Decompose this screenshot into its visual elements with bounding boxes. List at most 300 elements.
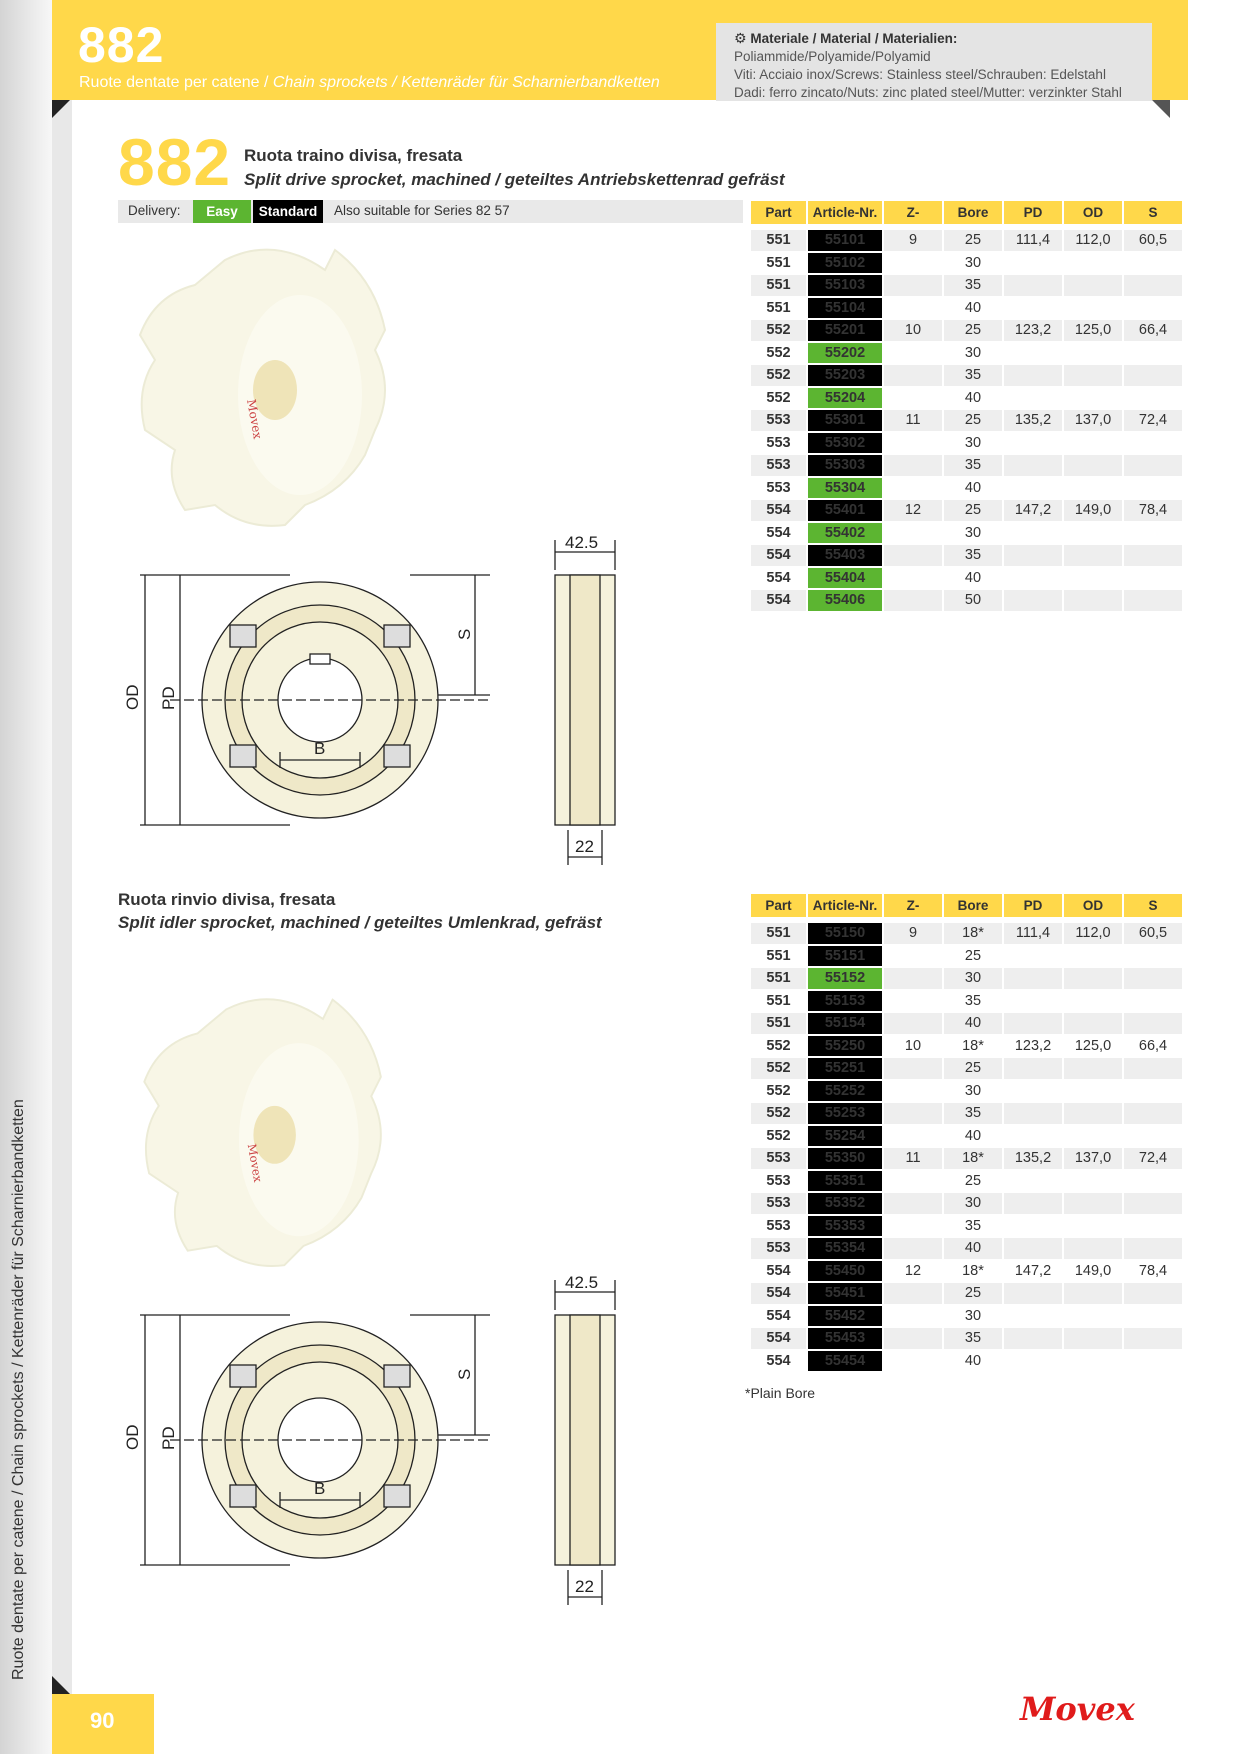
part-cell: 551 (766, 992, 791, 1009)
od-label: OD (123, 1424, 142, 1450)
bore-cell: 30 (944, 968, 1002, 989)
teeth-cell (884, 388, 942, 409)
column-header: Part (751, 894, 806, 917)
pd-cell (1004, 365, 1062, 386)
s-cell (1124, 1351, 1182, 1372)
table-row (751, 433, 1182, 454)
article-number-cell: 55152 (808, 968, 882, 989)
part-cell: 553 (766, 1172, 791, 1189)
article-number-cell: 55252 (808, 1081, 882, 1102)
table-row (751, 1238, 1182, 1259)
bore-cell: 40 (964, 299, 982, 316)
od-cell (1064, 1171, 1122, 1192)
od-cell (1064, 1126, 1122, 1147)
pd-cell (1004, 1013, 1062, 1034)
article-number-cell: 55154 (808, 1013, 882, 1034)
article-number-cell: 55202 (808, 343, 882, 364)
pd-cell (1004, 968, 1062, 989)
section1-title-it: Ruota traino divisa, fresata (244, 146, 463, 165)
pd-cell (1004, 298, 1062, 319)
article-number-cell: 55404 (808, 568, 882, 589)
od-label: OD (123, 684, 142, 710)
article-number-cell: 55253 (808, 1103, 882, 1124)
bore-cell: 35 (944, 275, 1002, 296)
column-header: OD (1064, 894, 1122, 917)
od-cell (1064, 590, 1122, 611)
od-cell: 137,0 (1064, 1148, 1122, 1169)
pd-cell (1004, 590, 1062, 611)
teeth-cell: 11 (884, 1148, 942, 1169)
corner-mark-right (1152, 100, 1170, 118)
s-cell (1124, 1103, 1182, 1124)
teeth-cell: 9 (884, 230, 942, 251)
s-cell (1124, 523, 1182, 544)
s-cell (1124, 1013, 1182, 1034)
part-cell: 553 (766, 1217, 791, 1234)
materials-title (734, 29, 1152, 48)
article-number-cell: 55201 (808, 320, 882, 341)
article-number-cell: 55102 (808, 253, 882, 274)
part-cell: 553 (751, 1193, 806, 1214)
part-cell: 554 (766, 1307, 791, 1324)
pd-cell (1004, 253, 1062, 274)
od-cell (1064, 298, 1122, 319)
teeth-cell (884, 1328, 942, 1349)
bore-cell: 30 (964, 1307, 982, 1324)
pd-label: PD (159, 686, 178, 710)
article-number-cell: 55304 (808, 478, 882, 499)
od-cell (1064, 1238, 1122, 1259)
pd-cell: 147,2 (1014, 1262, 1052, 1279)
article-number-cell: 55104 (808, 298, 882, 319)
column-header: OD (1064, 201, 1122, 224)
materials-line-3: Dadi: ferro zincato/Nuts: zinc plated steel/Mutter: verzinkter Stahl (734, 85, 1122, 100)
part-cell: 553 (766, 434, 791, 451)
part-cell: 553 (751, 455, 806, 476)
drive-sprocket-photo (135, 240, 395, 530)
svg-text:Movex: Movex (244, 398, 265, 441)
part-cell: 554 (751, 590, 806, 611)
part-cell: 551 (766, 299, 791, 316)
s-cell (1124, 1171, 1182, 1192)
s-cell (1124, 1283, 1182, 1304)
bore-cell: 18* (944, 1148, 1002, 1169)
s-cell (1124, 388, 1182, 409)
teeth-cell (884, 1171, 942, 1192)
pd-cell: 123,2 (1014, 1037, 1052, 1054)
teeth-cell (884, 455, 942, 476)
s-cell (1124, 1328, 1182, 1349)
bore-cell: 35 (944, 1103, 1002, 1124)
section2-title-it: Ruota rinvio divisa, fresata (118, 890, 336, 909)
teeth-cell (884, 968, 942, 989)
s-label: S (455, 1368, 474, 1380)
table-row (751, 1148, 1182, 1169)
s-cell: 72,4 (1124, 1148, 1182, 1169)
hub-dimension: 22 (575, 837, 594, 856)
teeth-cell (884, 568, 942, 589)
also-suitable-note: Also suitable for Series 82 57 (334, 203, 510, 218)
side-running-title: Ruote dentate per catene / Chain sprockets / Kettenräder für Scharnierbandketten (10, 1099, 27, 1680)
pd-cell: 111,4 (1004, 230, 1062, 251)
pd-cell (1004, 343, 1062, 364)
table-row (751, 523, 1182, 544)
teeth-cell (884, 991, 942, 1012)
teeth-cell (884, 1013, 942, 1034)
column-header: Z- (884, 201, 942, 224)
materials-line-1: Poliammide/Polyamide/Polyamid (734, 49, 931, 64)
od-cell: 125,0 (1064, 320, 1122, 341)
part-cell: 552 (751, 1058, 806, 1079)
part-cell: 553 (751, 410, 806, 431)
pd-cell (1004, 991, 1062, 1012)
s-cell (1124, 365, 1182, 386)
bore-cell: 25 (944, 410, 1002, 431)
bore-cell: 25 (944, 500, 1002, 521)
teeth-cell (884, 1351, 942, 1372)
table-row (751, 320, 1182, 341)
s-cell: 66,4 (1138, 1037, 1168, 1054)
bore-cell: 35 (964, 992, 982, 1009)
pd-cell (1004, 1058, 1062, 1079)
hub-dimension: 22 (575, 1577, 594, 1596)
bore-cell: 40 (964, 1127, 982, 1144)
article-number-cell: 55453 (808, 1328, 882, 1349)
article-number-cell: 55454 (808, 1351, 882, 1372)
s-cell (1124, 968, 1182, 989)
table-row (751, 1261, 1182, 1282)
part-cell: 554 (751, 500, 806, 521)
bore-cell: 18* (962, 1037, 984, 1054)
bore-cell: 40 (964, 569, 982, 586)
part-cell: 554 (751, 545, 806, 566)
bore-cell: 40 (944, 1013, 1002, 1034)
pd-cell (1004, 478, 1062, 499)
part-cell: 553 (751, 1238, 806, 1259)
part-cell: 552 (766, 1082, 791, 1099)
page-number: 90 (90, 1708, 115, 1733)
b-label: B (314, 739, 326, 758)
part-cell: 552 (766, 1127, 791, 1144)
bore-cell: 35 (944, 1328, 1002, 1349)
table-row (751, 1306, 1182, 1327)
corner-mark-bottom (52, 1676, 70, 1694)
part-cell: 554 (766, 1352, 791, 1369)
bore-cell: 30 (964, 344, 982, 361)
part-cell: 553 (751, 1148, 806, 1169)
pd-label: PD (159, 1426, 178, 1450)
part-cell: 552 (766, 344, 791, 361)
od-cell (1064, 253, 1122, 274)
pd-cell: 111,4 (1004, 923, 1062, 944)
od-cell (1064, 1058, 1122, 1079)
s-cell (1124, 478, 1182, 499)
od-cell: 149,0 (1074, 1262, 1112, 1279)
article-number-cell: 55301 (808, 410, 882, 431)
column-header: PD (1004, 201, 1062, 224)
pd-cell (1004, 455, 1062, 476)
od-cell (1064, 1328, 1122, 1349)
materials-box (716, 23, 1152, 101)
teeth-cell (884, 343, 942, 364)
article-number-cell: 55354 (808, 1238, 882, 1259)
bore-cell: 25 (944, 1058, 1002, 1079)
pd-cell (1004, 1216, 1062, 1237)
teeth-cell: 9 (884, 923, 942, 944)
bore-cell: 35 (944, 545, 1002, 566)
s-cell (1124, 991, 1182, 1012)
s-cell (1124, 568, 1182, 589)
table-row (751, 1036, 1182, 1057)
subtitle-de: Kettenräder für Scharnierbandketten (400, 74, 660, 91)
article-number-cell: 55352 (808, 1193, 882, 1214)
pd-cell (1004, 1238, 1062, 1259)
teeth-cell: 11 (884, 410, 942, 431)
plain-bore-footnote: *Plain Bore (745, 1385, 816, 1401)
part-cell: 551 (766, 947, 791, 964)
part-cell: 552 (751, 365, 806, 386)
table-row (751, 1081, 1182, 1102)
od-cell: 112,0 (1064, 230, 1122, 251)
delivery-bar (118, 200, 743, 223)
article-number-cell: 55103 (808, 275, 882, 296)
s-cell (1124, 275, 1182, 296)
table-row (751, 923, 1182, 944)
od-cell (1064, 1283, 1122, 1304)
part-cell: 554 (751, 1283, 806, 1304)
od-cell (1064, 946, 1122, 967)
teeth-cell (884, 545, 942, 566)
s-cell (1124, 545, 1182, 566)
table-row (751, 410, 1182, 431)
article-number-cell: 55350 (808, 1148, 882, 1169)
column-header: S (1124, 201, 1182, 224)
table-row (751, 500, 1182, 521)
table-row (751, 275, 1182, 296)
table-row (751, 1351, 1182, 1372)
pd-cell (1004, 388, 1062, 409)
teeth-cell (884, 1126, 942, 1147)
pd-cell (1004, 1193, 1062, 1214)
article-number-cell: 55450 (808, 1261, 882, 1282)
od-cell (1064, 455, 1122, 476)
column-header: Part (751, 201, 806, 224)
bore-cell: 25 (944, 230, 1002, 251)
part-cell: 551 (751, 923, 806, 944)
table-row (751, 991, 1182, 1012)
part-cell: 554 (766, 569, 791, 586)
bore-cell: 35 (944, 365, 1002, 386)
pd-cell (1004, 1126, 1062, 1147)
pd-cell: 147,2 (1004, 500, 1062, 521)
od-cell (1064, 1103, 1122, 1124)
materials-icon: ⚙ (734, 30, 747, 46)
table-row (751, 1058, 1182, 1079)
pd-cell (1004, 568, 1062, 589)
idler-sprocket-photo (135, 990, 395, 1270)
pd-cell (1004, 1171, 1062, 1192)
article-number-cell: 55150 (808, 923, 882, 944)
article-number-cell: 55151 (808, 946, 882, 967)
pd-cell: 135,2 (1004, 1148, 1062, 1169)
od-cell (1064, 545, 1122, 566)
pd-cell (1004, 1351, 1062, 1372)
od-cell (1064, 365, 1122, 386)
subtitle-it: Ruote dentate per catene / (79, 74, 269, 91)
article-number-cell: 55403 (808, 545, 882, 566)
article-number-cell: 55303 (808, 455, 882, 476)
s-cell: 60,5 (1124, 230, 1182, 251)
teeth-cell (884, 1283, 942, 1304)
s-cell (1124, 1216, 1182, 1237)
od-cell (1064, 1351, 1122, 1372)
table-row (751, 343, 1182, 364)
bore-cell: 40 (964, 1352, 982, 1369)
bore-cell: 40 (944, 1238, 1002, 1259)
table-row (751, 1126, 1182, 1147)
bore-cell: 40 (964, 479, 982, 496)
pd-cell (1004, 433, 1062, 454)
teeth-cell (884, 523, 942, 544)
od-cell (1064, 1081, 1122, 1102)
table-row (751, 455, 1182, 476)
teeth-cell: 12 (904, 1262, 922, 1279)
s-cell (1124, 1126, 1182, 1147)
pd-cell (1004, 545, 1062, 566)
article-number-cell: 55351 (808, 1171, 882, 1192)
part-cell: 552 (751, 320, 806, 341)
s-cell (1124, 1306, 1182, 1327)
column-header: Article-Nr. (808, 894, 882, 917)
pd-cell (1004, 523, 1062, 544)
od-cell (1064, 388, 1122, 409)
teeth-cell: 10 (904, 1037, 922, 1054)
pd-cell (1004, 946, 1062, 967)
teeth-cell (884, 1216, 942, 1237)
section-series-number: 882 (118, 125, 232, 199)
s-cell: 66,4 (1124, 320, 1182, 341)
teeth-cell (884, 298, 942, 319)
teeth-cell (884, 1058, 942, 1079)
bore-cell: 18* (944, 923, 1002, 944)
article-number-cell: 55302 (808, 433, 882, 454)
od-cell: 112,0 (1064, 923, 1122, 944)
sprocket-photo-shape (144, 999, 381, 1266)
teeth-cell (884, 433, 942, 454)
column-header: Z- (884, 894, 942, 917)
part-cell: 554 (766, 524, 791, 541)
table-row (751, 1283, 1182, 1304)
teeth-cell (884, 365, 942, 386)
column-header: PD (1004, 894, 1062, 917)
table-row (751, 388, 1182, 409)
od-cell (1064, 478, 1122, 499)
teeth-cell (884, 590, 942, 611)
bore-cell: 30 (964, 524, 982, 541)
teeth-cell (884, 946, 942, 967)
teeth-cell (884, 275, 942, 296)
table-row (751, 253, 1182, 274)
bore-cell: 18* (962, 1262, 984, 1279)
sprocket-photo-shape (140, 250, 385, 526)
od-cell (1064, 991, 1122, 1012)
easy-badge: Easy (193, 200, 251, 223)
bore-cell: 25 (944, 1283, 1002, 1304)
article-number-cell: 55353 (808, 1216, 882, 1237)
gutter-band (52, 0, 72, 1754)
teeth-cell (884, 1103, 942, 1124)
s-cell: 78,4 (1124, 500, 1182, 521)
part-cell: 552 (766, 1037, 791, 1054)
b-label: B (314, 1479, 326, 1498)
part-cell: 552 (766, 389, 791, 406)
od-cell: 125,0 (1074, 1037, 1112, 1054)
part-cell: 551 (751, 230, 806, 251)
article-number-cell: 55153 (808, 991, 882, 1012)
bore-cell: 25 (964, 1172, 982, 1189)
s-label: S (455, 628, 474, 640)
s-cell: 78,4 (1138, 1262, 1168, 1279)
s-cell (1124, 1238, 1182, 1259)
table-row (751, 298, 1182, 319)
bore-cell: 30 (944, 1193, 1002, 1214)
s-cell: 72,4 (1124, 410, 1182, 431)
table-row (751, 365, 1182, 386)
teeth-cell (884, 1306, 942, 1327)
bore-cell: 35 (944, 455, 1002, 476)
subtitle-en: Chain sprockets / (272, 74, 397, 91)
table-row (751, 1171, 1182, 1192)
bore-cell: 30 (964, 254, 982, 271)
corner-mark-left (52, 100, 70, 118)
standard-badge: Standard (253, 200, 323, 223)
teeth-cell: 10 (884, 320, 942, 341)
movex-logo: Movex (1020, 1690, 1135, 1728)
od-cell (1064, 968, 1122, 989)
table-row (751, 1013, 1182, 1034)
table-row (751, 568, 1182, 589)
article-number-cell: 55203 (808, 365, 882, 386)
od-cell (1064, 433, 1122, 454)
teeth-cell: 12 (884, 500, 942, 521)
od-cell (1064, 523, 1122, 544)
bore-cell: 30 (964, 1082, 982, 1099)
part-cell: 551 (766, 254, 791, 271)
article-number-cell: 55406 (808, 590, 882, 611)
pd-cell (1004, 1306, 1062, 1327)
table-row (751, 1103, 1182, 1124)
table-row (751, 1216, 1182, 1237)
part-cell: 554 (766, 1262, 791, 1279)
part-cell: 551 (751, 968, 806, 989)
article-number-cell: 55401 (808, 500, 882, 521)
s-cell (1124, 1193, 1182, 1214)
article-number-cell: 55101 (808, 230, 882, 251)
header-subtitle (79, 74, 660, 92)
materials-title-text: Materiale / Material / Materialien: (750, 31, 958, 46)
drive-sprocket-drawing (110, 530, 650, 870)
bore-cell: 25 (944, 320, 1002, 341)
pd-cell (1004, 1103, 1062, 1124)
article-number-cell: 55254 (808, 1126, 882, 1147)
table-row (751, 946, 1182, 967)
pd-cell (1004, 1283, 1062, 1304)
bore-cell: 30 (964, 434, 982, 451)
width-dimension: 42.5 (565, 533, 599, 552)
table-header-row (751, 894, 1182, 917)
od-cell: 149,0 (1064, 500, 1122, 521)
idler-sprocket-table (749, 892, 1184, 1373)
